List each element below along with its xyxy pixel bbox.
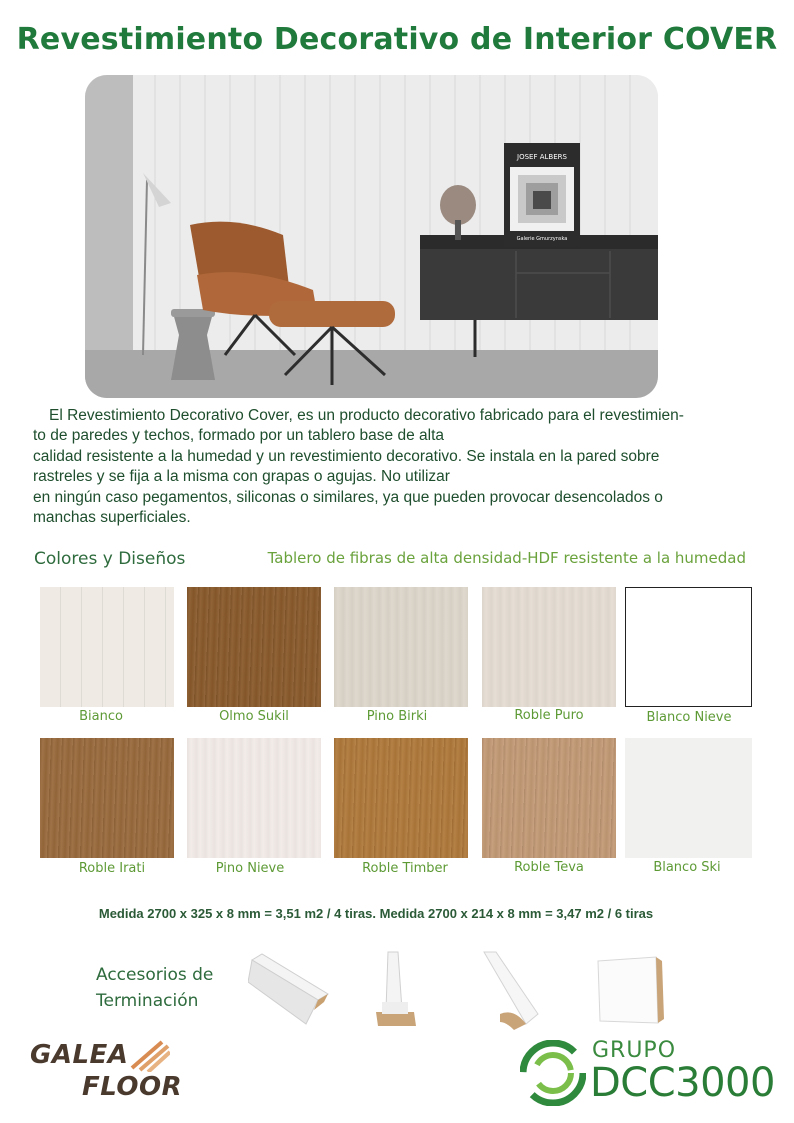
swatch-label: Blanco Nieve — [646, 710, 732, 725]
dcc-grupo-text: GRUPO — [592, 1038, 677, 1063]
description-line: El Revestimiento Decorativo Cover, es un producto decorativo fabricado para el revestimien- — [49, 407, 684, 424]
hero-scene — [85, 75, 658, 398]
accessories-heading — [96, 962, 213, 1014]
hero-image — [85, 75, 658, 398]
swatch-label: Blanco Ski — [653, 860, 721, 875]
swatch-roble-timber — [334, 738, 468, 858]
swatch-label: Roble Teva — [514, 860, 584, 875]
galea-logo-line2: FLOOR — [82, 1072, 183, 1102]
poster-header: JOSEF ALBERS — [517, 153, 567, 161]
grupo-dcc3000-logo — [520, 1036, 775, 1112]
colors-heading: Colores y Diseños — [34, 549, 186, 569]
colors-subheading: Tablero de fibras de alta densidad-HDF resistente a la humedad — [267, 549, 746, 567]
page-title-main: Revestimiento Decorativo de Interior — [16, 22, 663, 57]
swatch-roble-teva — [482, 738, 616, 858]
description-line: calidad resistente a la humedad y un revestimiento decorativo. Se instala en la pared sobre — [33, 447, 660, 465]
accessories-heading-line2: Terminación — [96, 991, 199, 1011]
swatch-roble-puro — [482, 587, 616, 707]
cove-profile-image — [480, 950, 544, 1032]
swatch-label: Pino Nieve — [215, 861, 285, 876]
page-title — [0, 22, 794, 57]
swatch-blanco-nieve — [625, 587, 752, 707]
dcc-name-text: DCC3000 — [590, 1060, 775, 1106]
description-line: manchas superficiales. — [33, 509, 191, 527]
swatch-label: Olmo Sukil — [219, 709, 289, 724]
description-line: en ningún caso pegamentos, siliconas o similares, ya que pueden provocar desencolados o — [33, 488, 663, 506]
swatch-roble-irati — [40, 738, 174, 858]
swatch-label: Pino Birki — [366, 709, 428, 724]
dimensions-text: Medida 2700 x 325 x 8 mm = 3,51 m2 / 4 tiras. Medida 2700 x 214 x 8 mm = 3,47 m2 / 6 tiras — [98, 906, 654, 921]
skirting-profile-image — [596, 955, 668, 1027]
swatch-pino-nieve — [187, 738, 321, 858]
swatch-pino-birki — [334, 587, 468, 707]
swatch-label: Bianco — [79, 709, 123, 724]
poster-footer: Galerie Gmurzynska — [516, 236, 568, 242]
swatch-label: Roble Puro — [514, 708, 584, 723]
accessories-heading-line1: Accesorios de — [96, 965, 214, 985]
product-description — [33, 406, 745, 528]
page-title-bold: COVER — [662, 22, 778, 57]
galea-stripes-icon — [128, 1038, 170, 1072]
galea-logo-line1: GALEA — [30, 1040, 129, 1070]
description-line: rastreles y se fija a la misma con grapas o agujas. No utilizar — [33, 468, 450, 486]
galea-floor-logo — [30, 1038, 183, 1108]
dcc-swirl-icon — [520, 1040, 586, 1106]
description-line: to de paredes y techos, formado por un tablero base de alta — [33, 427, 445, 445]
corner-profile-image — [248, 952, 332, 1026]
swatch-label: Roble Irati — [78, 861, 146, 876]
swatch-bianco — [40, 587, 174, 707]
swatch-label: Roble Timber — [362, 861, 448, 876]
moulding-profile-image — [374, 950, 420, 1030]
swatch-blanco-ski — [625, 738, 752, 858]
swatch-olmo-sukil — [187, 587, 321, 707]
